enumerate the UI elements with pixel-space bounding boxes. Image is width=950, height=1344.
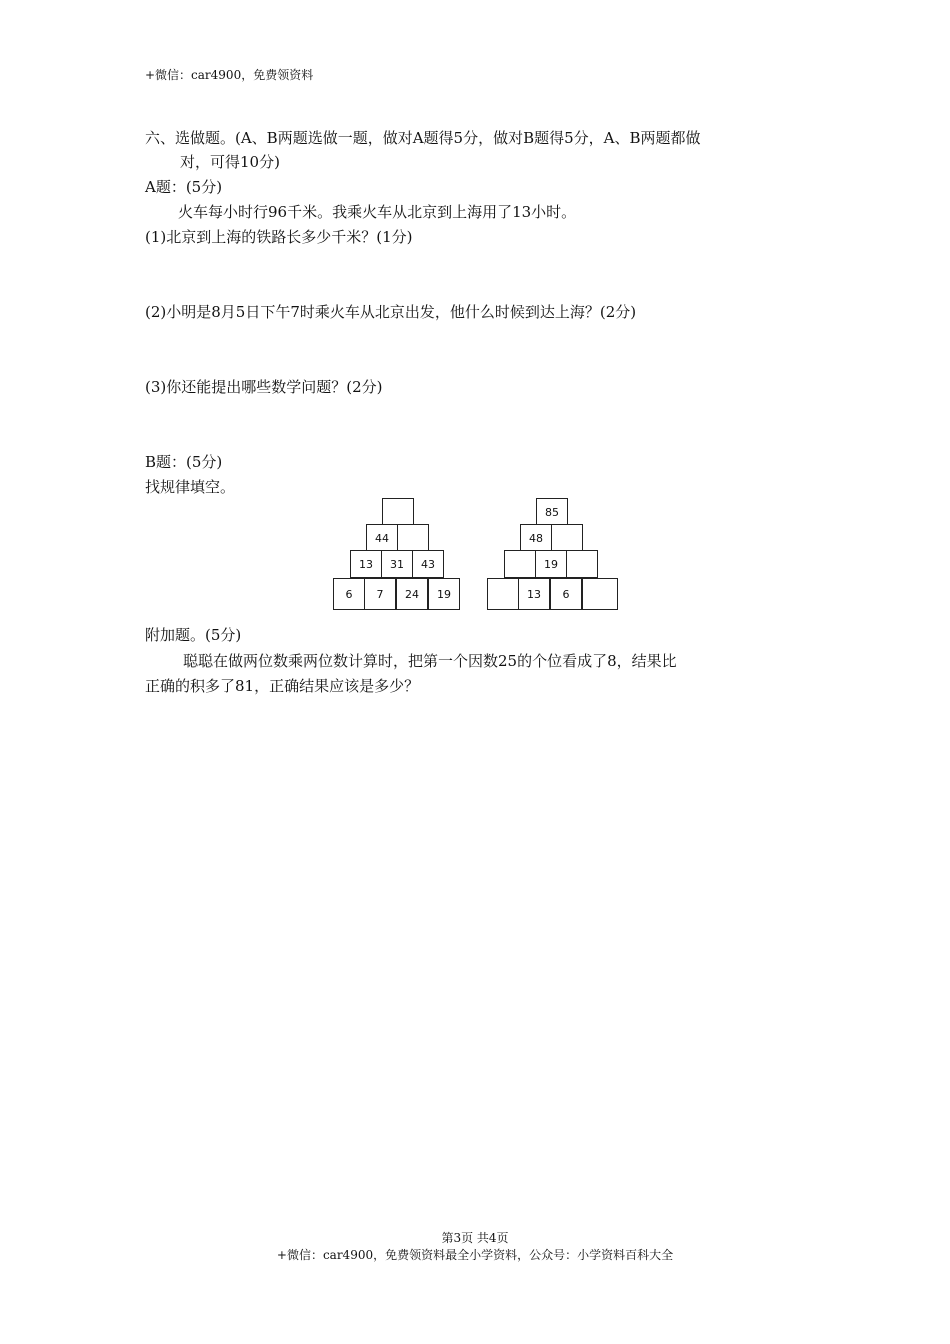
question-a-label: A题：(5分) [145, 178, 223, 196]
pyramid-cell: 31 [381, 550, 413, 578]
pyramid-cell [566, 550, 598, 578]
question-a-1: (1)北京到上海的铁路长多少千米？(1分) [145, 228, 413, 246]
pyramid-cell: 85 [536, 498, 568, 526]
question-a-stem: 火车每小时行96千米。我乘火车从北京到上海用了13小时。 [178, 203, 577, 221]
pyramid-cell: 13 [350, 550, 382, 578]
bonus-label: 附加题。(5分) [145, 626, 242, 644]
pyramid-cell: 6 [550, 578, 582, 610]
pyramid-cell: 43 [412, 550, 444, 578]
pyramid-cell [382, 498, 414, 526]
question-b-label: B题：(5分) [145, 453, 223, 471]
bonus-text-line1: 聪聪在做两位数乘两位数计算时，把第一个因数25的个位看成了8，结果比 [183, 652, 677, 670]
footer-watermark: +微信：car4900，免费领资料最全小学资料，公众号：小学资料百科大全 [276, 1248, 674, 1262]
pyramid-cell: 24 [396, 578, 428, 610]
pyramid-cell [487, 578, 519, 610]
pyramid-cell: 48 [520, 524, 552, 552]
pyramid-cell: 19 [535, 550, 567, 578]
section6-title-cont: 对，可得10分) [180, 153, 280, 171]
pyramid-cell [582, 578, 618, 610]
pyramid-cell: 6 [333, 578, 365, 610]
pyramid-cell: 7 [364, 578, 396, 610]
question-a-2: (2)小明是8月5日下午7时乘火车从北京出发，他什么时候到达上海？(2分) [145, 303, 637, 321]
pyramid-cell [551, 524, 583, 552]
header-watermark: +微信：car4900，免费领资料 [145, 68, 314, 82]
pyramid-cell: 44 [366, 524, 398, 552]
pyramid-cell [397, 524, 429, 552]
section6-title: 六、选做题。(A、B两题选做一题，做对A题得5分，做对B题得5分，A、B两题都做 [145, 129, 701, 147]
question-a-3: (3)你还能提出哪些数学问题？(2分) [145, 378, 383, 396]
bonus-text-line2: 正确的积多了81，正确结果应该是多少？ [145, 677, 420, 695]
page-number: 第3页 共4页 [441, 1231, 509, 1245]
pyramid-cell: 13 [518, 578, 550, 610]
question-b-instruction: 找规律填空。 [145, 478, 236, 496]
pyramid-cell: 19 [428, 578, 460, 610]
pyramid-cell [504, 550, 536, 578]
